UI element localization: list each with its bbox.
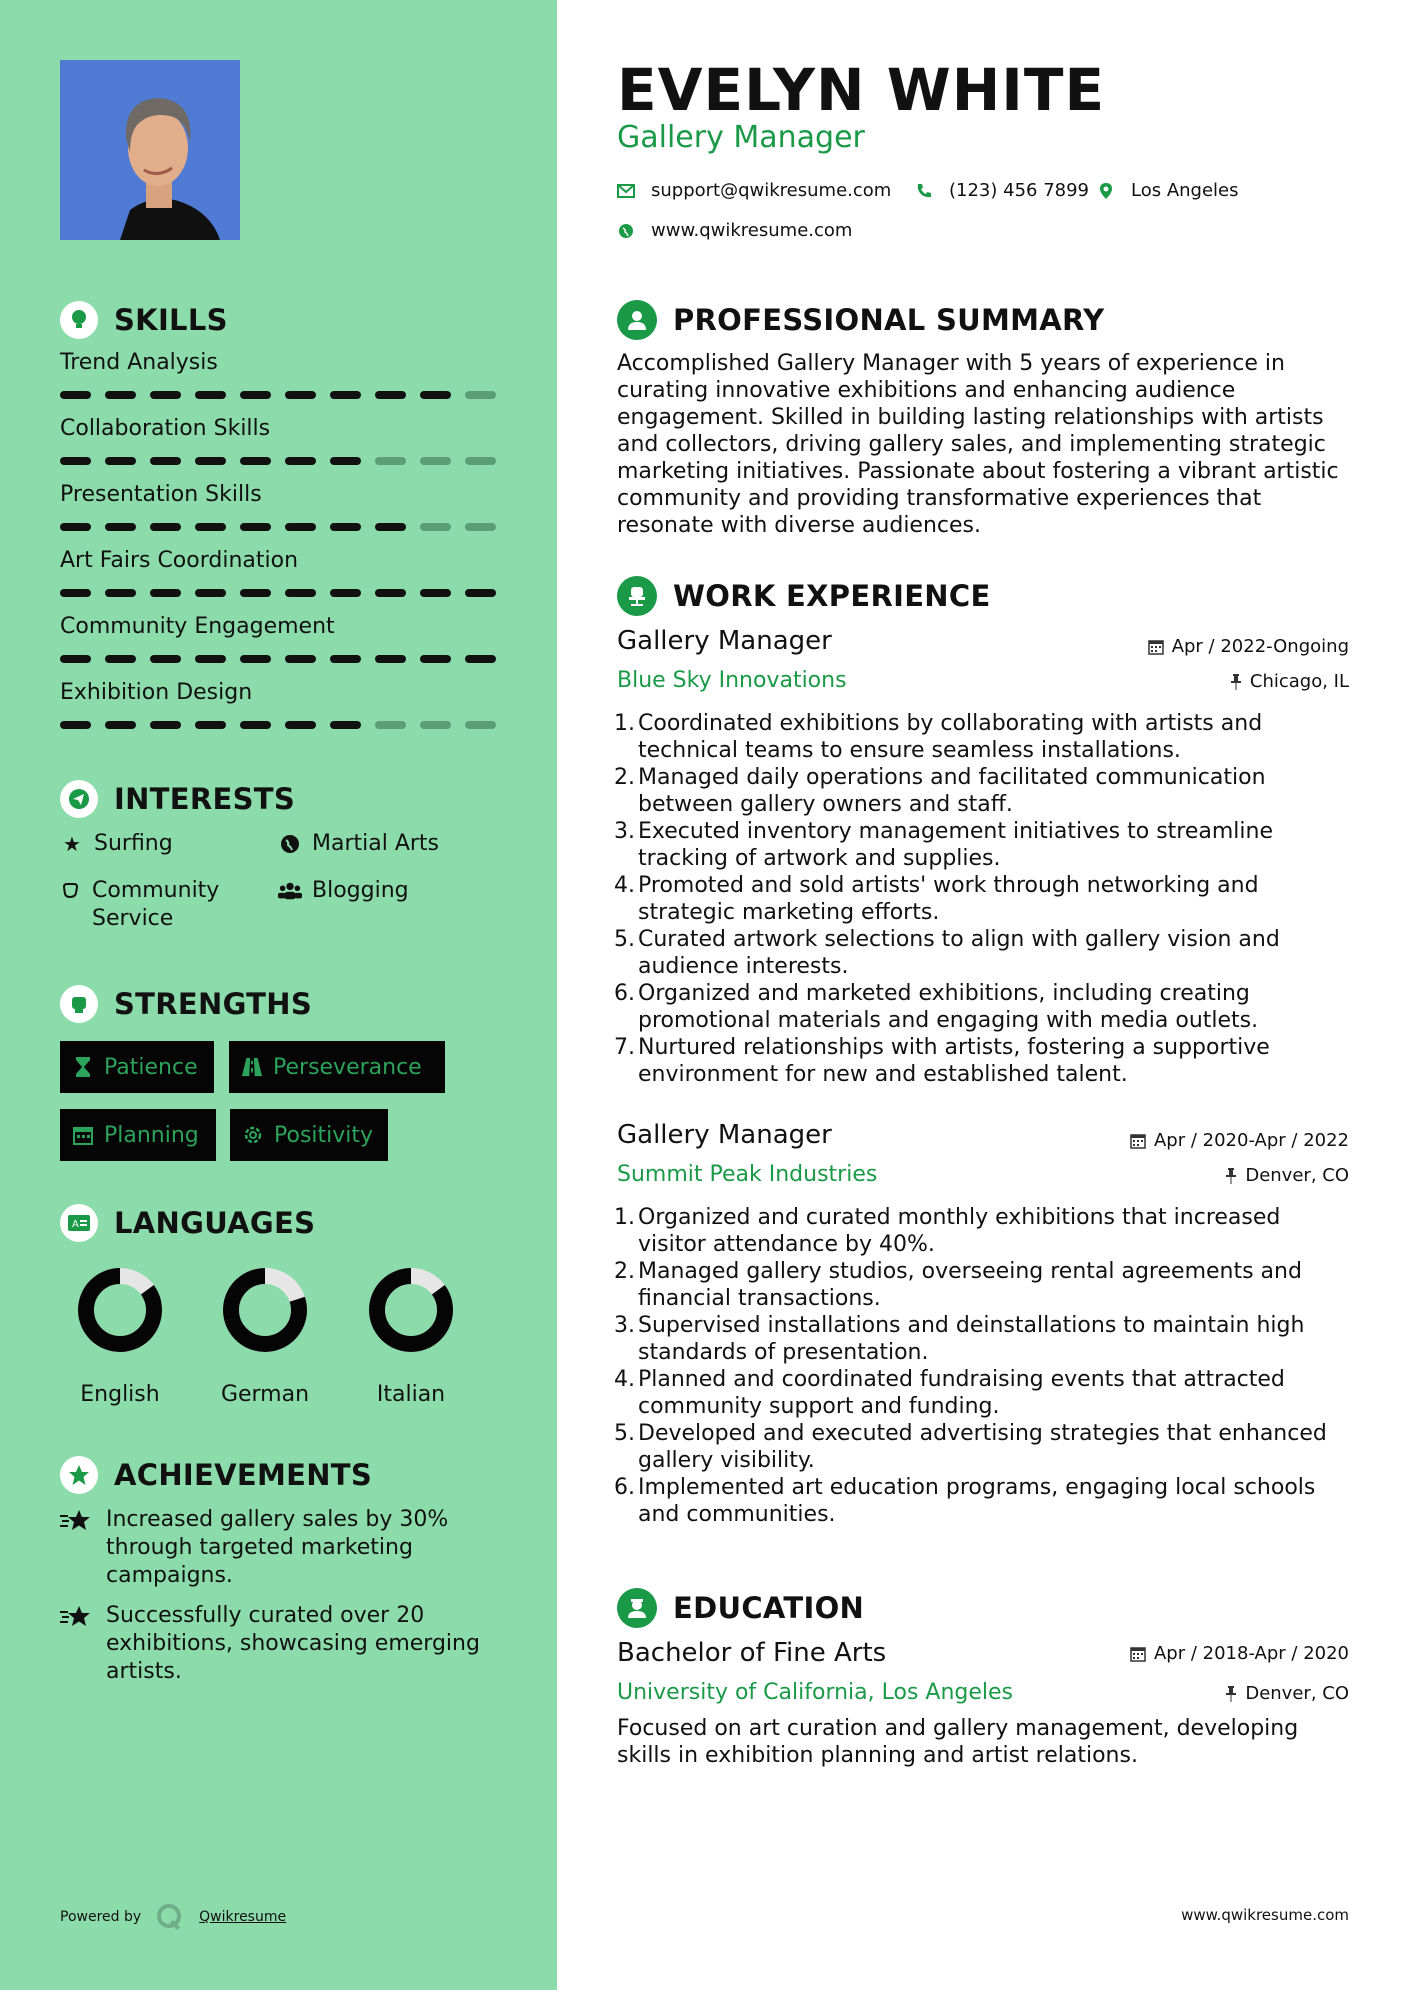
languages-heading xyxy=(60,1204,315,1242)
skill-level-dot xyxy=(420,589,451,597)
job-bullets xyxy=(610,710,1350,1088)
bullet-number: 2. xyxy=(614,1259,635,1284)
job-bullet xyxy=(610,1258,1350,1312)
chair-icon xyxy=(617,576,657,616)
profile-photo xyxy=(60,60,240,240)
skill-level-dot xyxy=(60,391,91,399)
skill-level-meter xyxy=(60,655,500,663)
skill-level-dot xyxy=(150,589,181,597)
bullet-text: Supervised installations and deinstallations to maintain high standards of presentation. xyxy=(638,1313,1305,1365)
globe-icon xyxy=(278,830,302,858)
summary-text: Accomplished Gallery Manager with 5 years of experience in curating innovative exhibitions and enhancing audience engagement. Skilled in building lasting relationships with artists and collectors, driving gallery sales, and implementing strategic marketing initiatives. Passionate about fostering a vibrant artistic community and providing transformative experiences that resonate with diverse audiences. xyxy=(617,351,1339,538)
contact-email xyxy=(617,180,891,201)
achievement-text: Successfully curated over 20 exhibitions, showcasing emerging artists. xyxy=(106,1603,480,1684)
skill-level-dot xyxy=(150,391,181,399)
skill-level-dot xyxy=(330,721,361,729)
skill-level-dot xyxy=(195,457,226,465)
skill-level-dot xyxy=(105,523,136,531)
bullet-number: 6. xyxy=(614,981,635,1006)
paper-plane-icon xyxy=(60,780,98,818)
skill-item xyxy=(60,350,500,399)
bullet-number: 5. xyxy=(614,1421,635,1446)
skills-title: SKILLS xyxy=(114,303,228,337)
job-bullet xyxy=(610,872,1350,926)
footer-url[interactable]: www.qwikresume.com xyxy=(1181,1906,1349,1924)
skill-level-dot xyxy=(105,721,136,729)
job-title: Gallery Manager xyxy=(617,626,832,656)
skill-level-dot xyxy=(105,391,136,399)
skill-level-dot xyxy=(375,523,406,531)
candidate-name: EVELYN WHITE xyxy=(617,56,1106,124)
bullet-number: 2. xyxy=(614,765,635,790)
skill-level-dot xyxy=(240,391,271,399)
skill-level-meter xyxy=(60,589,500,597)
phone-text[interactable]: (123) 456 7899 xyxy=(949,180,1090,201)
skill-level-dot xyxy=(195,589,226,597)
hourglass-icon xyxy=(72,1056,94,1078)
job-dates-text: Apr / 2020-Apr / 2022 xyxy=(1153,1130,1349,1151)
graduate-icon xyxy=(617,1588,657,1628)
company-name: Summit Peak Industries xyxy=(617,1162,878,1187)
skill-level-dot xyxy=(240,721,271,729)
job-bullet xyxy=(610,1420,1350,1474)
interest-item xyxy=(278,877,409,905)
language-item xyxy=(50,1266,190,1407)
skill-level-dot xyxy=(105,457,136,465)
bullet-text: Implemented art education programs, engaging local schools and communities. xyxy=(638,1475,1316,1527)
skill-level-dot xyxy=(285,457,316,465)
bullet-number: 7. xyxy=(614,1035,635,1060)
powered-by xyxy=(60,1902,286,1932)
email-text[interactable]: support@qwikresume.com xyxy=(651,180,892,201)
location-text: Los Angeles xyxy=(1131,180,1239,201)
job-bullet xyxy=(610,1204,1350,1258)
summary-title: PROFESSIONAL SUMMARY xyxy=(673,303,1105,337)
bullet-text: Managed gallery studios, overseeing rental agreements and financial transactions. xyxy=(638,1259,1302,1311)
skill-level-dot xyxy=(330,457,361,465)
skill-item xyxy=(60,482,500,531)
school-name: University of California, Los Angeles xyxy=(617,1680,1014,1705)
bullet-number: 5. xyxy=(614,927,635,952)
skill-level-dot xyxy=(375,721,406,729)
skill-level-dot xyxy=(60,523,91,531)
interest-label: Community Service xyxy=(92,878,220,931)
skill-label: Community Engagement xyxy=(60,614,335,639)
language-item xyxy=(341,1266,481,1407)
pushpin-icon xyxy=(1225,1686,1237,1702)
strengths-heading xyxy=(60,985,312,1023)
skill-level-dot xyxy=(60,721,91,729)
skill-level-dot xyxy=(195,655,226,663)
company-name: Blue Sky Innovations xyxy=(617,668,847,693)
lightbulb-icon xyxy=(60,301,98,339)
bullet-text: Organized and marketed exhibitions, including creating promotional materials and engaging with media outlets. xyxy=(638,981,1259,1033)
interest-item xyxy=(278,830,439,858)
language-label: Italian xyxy=(376,1382,446,1407)
job-title: Gallery Manager xyxy=(617,1120,832,1150)
skill-level-dot xyxy=(330,589,361,597)
bullet-number: 4. xyxy=(614,873,635,898)
language-icon xyxy=(60,1204,98,1242)
user-icon xyxy=(617,300,657,340)
interest-item xyxy=(60,830,173,858)
road-icon xyxy=(241,1056,263,1078)
calendar-icon xyxy=(1148,639,1164,655)
gear-icon xyxy=(242,1124,264,1146)
skill-label: Trend Analysis xyxy=(60,350,218,375)
strength-label: Perseverance xyxy=(273,1054,422,1080)
interests-heading xyxy=(60,780,295,818)
skill-level-dot xyxy=(240,457,271,465)
job-bullet xyxy=(610,1366,1350,1420)
skill-level-meter xyxy=(60,391,500,399)
achievement-item xyxy=(60,1506,500,1590)
interest-label: Blogging xyxy=(312,878,409,903)
phone-icon xyxy=(915,182,933,200)
interests-title: INTERESTS xyxy=(114,782,296,816)
calendar-icon xyxy=(1130,1646,1146,1662)
powered-by-label: Powered by xyxy=(60,1909,142,1925)
skill-level-meter xyxy=(60,523,500,531)
skill-level-dot xyxy=(330,655,361,663)
strength-tag xyxy=(229,1041,445,1093)
skill-level-dot xyxy=(375,589,406,597)
skill-level-dot xyxy=(150,721,181,729)
skill-level-dot xyxy=(150,655,181,663)
english-level-ring xyxy=(76,1266,164,1354)
qwikresume-logo-icon xyxy=(155,1902,185,1932)
skill-level-dot xyxy=(420,457,451,465)
education-title: EDUCATION xyxy=(673,1591,865,1625)
skill-level-dot xyxy=(330,391,361,399)
job-bullet xyxy=(610,1312,1350,1366)
german-level-ring xyxy=(221,1266,309,1354)
star-badge-icon xyxy=(60,1456,98,1494)
job-bullet xyxy=(610,926,1350,980)
contact-location xyxy=(1097,180,1239,201)
language-label: English xyxy=(80,1382,160,1407)
skill-level-dot xyxy=(465,391,496,399)
achievements-title: ACHIEVEMENTS xyxy=(114,1458,373,1492)
skill-level-dot xyxy=(375,457,406,465)
strength-tag xyxy=(230,1109,388,1161)
bullet-number: 3. xyxy=(614,1313,635,1338)
job-location-text: Chicago, IL xyxy=(1249,671,1349,692)
contact-phone xyxy=(915,180,1089,201)
skill-level-dot xyxy=(285,721,316,729)
strength-tag xyxy=(60,1041,214,1093)
skill-label: Collaboration Skills xyxy=(60,416,271,441)
education-dates xyxy=(1130,1643,1349,1664)
bullet-number: 3. xyxy=(614,819,635,844)
skill-item xyxy=(60,680,500,729)
website-text[interactable]: www.qwikresume.com xyxy=(651,220,853,241)
job-location-text: Denver, CO xyxy=(1245,1165,1349,1186)
skill-level-dot xyxy=(240,523,271,531)
bullet-text: Managed daily operations and facilitated communication between gallery owners and staff. xyxy=(638,765,1266,817)
achievement-item xyxy=(60,1602,500,1686)
pushpin-icon xyxy=(1230,674,1242,690)
skill-level-dot xyxy=(195,523,226,531)
education-location-text: Denver, CO xyxy=(1245,1683,1349,1704)
skill-level-dot xyxy=(420,391,451,399)
strength-label: Planning xyxy=(104,1122,199,1148)
education-location xyxy=(1225,1683,1349,1704)
job-dates xyxy=(1148,636,1349,657)
bullet-text: Curated artwork selections to align with gallery vision and audience interests. xyxy=(638,927,1280,979)
language-label: German xyxy=(220,1382,310,1407)
map-pin-icon xyxy=(1097,182,1115,200)
skill-level-dot xyxy=(105,655,136,663)
job-bullet xyxy=(610,764,1350,818)
job-bullet xyxy=(610,818,1350,872)
contact-website xyxy=(617,220,852,241)
skill-level-dot xyxy=(465,589,496,597)
job-location xyxy=(1225,1165,1349,1186)
candidate-role: Gallery Manager xyxy=(617,120,865,155)
bullet-text: Nurtured relationships with artists, fostering a supportive environment for new and established talent. xyxy=(638,1035,1270,1087)
star-icon: ★ xyxy=(63,832,81,856)
brand-link[interactable]: Qwikresume xyxy=(199,1909,287,1925)
skill-level-meter xyxy=(60,721,500,729)
fist-icon xyxy=(60,985,98,1023)
skill-level-dot xyxy=(375,655,406,663)
skill-level-dot xyxy=(60,589,91,597)
languages-title: LANGUAGES xyxy=(114,1206,316,1240)
bullet-text: Promoted and sold artists' work through networking and strategic marketing efforts. xyxy=(638,873,1259,925)
skills-heading xyxy=(60,301,228,339)
skill-level-dot xyxy=(465,523,496,531)
skill-level-dot xyxy=(285,655,316,663)
degree-title: Bachelor of Fine Arts xyxy=(617,1638,887,1668)
italian-level-ring xyxy=(367,1266,455,1354)
envelope-icon xyxy=(617,182,635,200)
bullet-text: Coordinated exhibitions by collaborating with artists and technical teams to ensure seamless installations. xyxy=(638,711,1263,763)
skill-level-dot xyxy=(195,391,226,399)
job-location xyxy=(1230,671,1349,692)
job-dates xyxy=(1130,1130,1349,1151)
globe-icon xyxy=(617,222,635,240)
skill-level-dot xyxy=(375,391,406,399)
bullet-text: Planned and coordinated fundraising events that attracted community support and funding. xyxy=(638,1367,1285,1419)
bullet-number: 1. xyxy=(614,711,635,736)
skill-level-dot xyxy=(285,589,316,597)
interest-label: Surfing xyxy=(94,831,173,856)
skill-level-dot xyxy=(60,655,91,663)
skill-level-dot xyxy=(465,721,496,729)
strength-tag xyxy=(60,1109,216,1161)
bullet-number: 1. xyxy=(614,1205,635,1230)
skill-label: Art Fairs Coordination xyxy=(60,548,299,573)
skill-item xyxy=(60,416,500,465)
achievements-heading xyxy=(60,1456,372,1494)
skill-label: Presentation Skills xyxy=(60,482,262,507)
language-item xyxy=(195,1266,335,1407)
summary-heading xyxy=(617,300,1104,340)
achievement-text: Increased gallery sales by 30% through targeted marketing campaigns. xyxy=(106,1507,449,1588)
job-bullet xyxy=(610,710,1350,764)
skill-level-dot xyxy=(150,523,181,531)
strengths-title: STRENGTHS xyxy=(114,987,313,1021)
hand-icon xyxy=(58,877,82,905)
bullet-number: 6. xyxy=(614,1475,635,1500)
bullet-text: Developed and executed advertising strategies that enhanced gallery visibility. xyxy=(638,1421,1327,1473)
skill-level-dot xyxy=(420,523,451,531)
job-dates-text: Apr / 2022-Ongoing xyxy=(1171,636,1349,657)
skill-level-meter xyxy=(60,457,500,465)
skill-level-dot xyxy=(195,721,226,729)
users-icon xyxy=(278,877,302,905)
skill-level-dot xyxy=(465,655,496,663)
calendar-icon xyxy=(1130,1133,1146,1149)
skill-level-dot xyxy=(420,721,451,729)
skill-level-dot xyxy=(105,589,136,597)
skill-level-dot xyxy=(150,457,181,465)
job-bullets xyxy=(610,1204,1350,1528)
experience-title: WORK EXPERIENCE xyxy=(673,579,991,613)
job-bullet xyxy=(610,1474,1350,1528)
skill-level-dot xyxy=(240,655,271,663)
shooting-star-icon xyxy=(60,1602,92,1630)
education-dates-text: Apr / 2018-Apr / 2020 xyxy=(1153,1643,1349,1664)
bullet-text: Organized and curated monthly exhibitions that increased visitor attendance by 40%. xyxy=(638,1205,1281,1257)
education-text: Focused on art curation and gallery management, developing skills in exhibition planning and artist relations. xyxy=(617,1716,1299,1768)
skill-level-dot xyxy=(60,457,91,465)
interest-label: Martial Arts xyxy=(312,831,440,856)
education-heading xyxy=(617,1588,864,1628)
job-bullet xyxy=(610,980,1350,1034)
strength-label: Patience xyxy=(104,1054,198,1080)
sidebar xyxy=(0,0,557,1990)
interest-item xyxy=(58,877,219,933)
bullet-number: 4. xyxy=(614,1367,635,1392)
strength-label: Positivity xyxy=(274,1122,374,1148)
job-bullet xyxy=(610,1034,1350,1088)
skill-level-dot xyxy=(330,523,361,531)
pushpin-icon xyxy=(1225,1168,1237,1184)
skill-label: Exhibition Design xyxy=(60,680,253,705)
skill-level-dot xyxy=(285,523,316,531)
skill-level-dot xyxy=(420,655,451,663)
experience-heading xyxy=(617,576,991,616)
skill-level-dot xyxy=(465,457,496,465)
skill-level-dot xyxy=(240,589,271,597)
skill-item xyxy=(60,614,500,663)
skill-level-dot xyxy=(285,391,316,399)
bullet-text: Executed inventory management initiatives to streamline tracking of artwork and supplies. xyxy=(638,819,1274,871)
svg-text:A: A xyxy=(72,1219,79,1230)
calendar-icon xyxy=(72,1124,94,1146)
skill-item xyxy=(60,548,500,597)
shooting-star-icon xyxy=(60,1506,92,1534)
